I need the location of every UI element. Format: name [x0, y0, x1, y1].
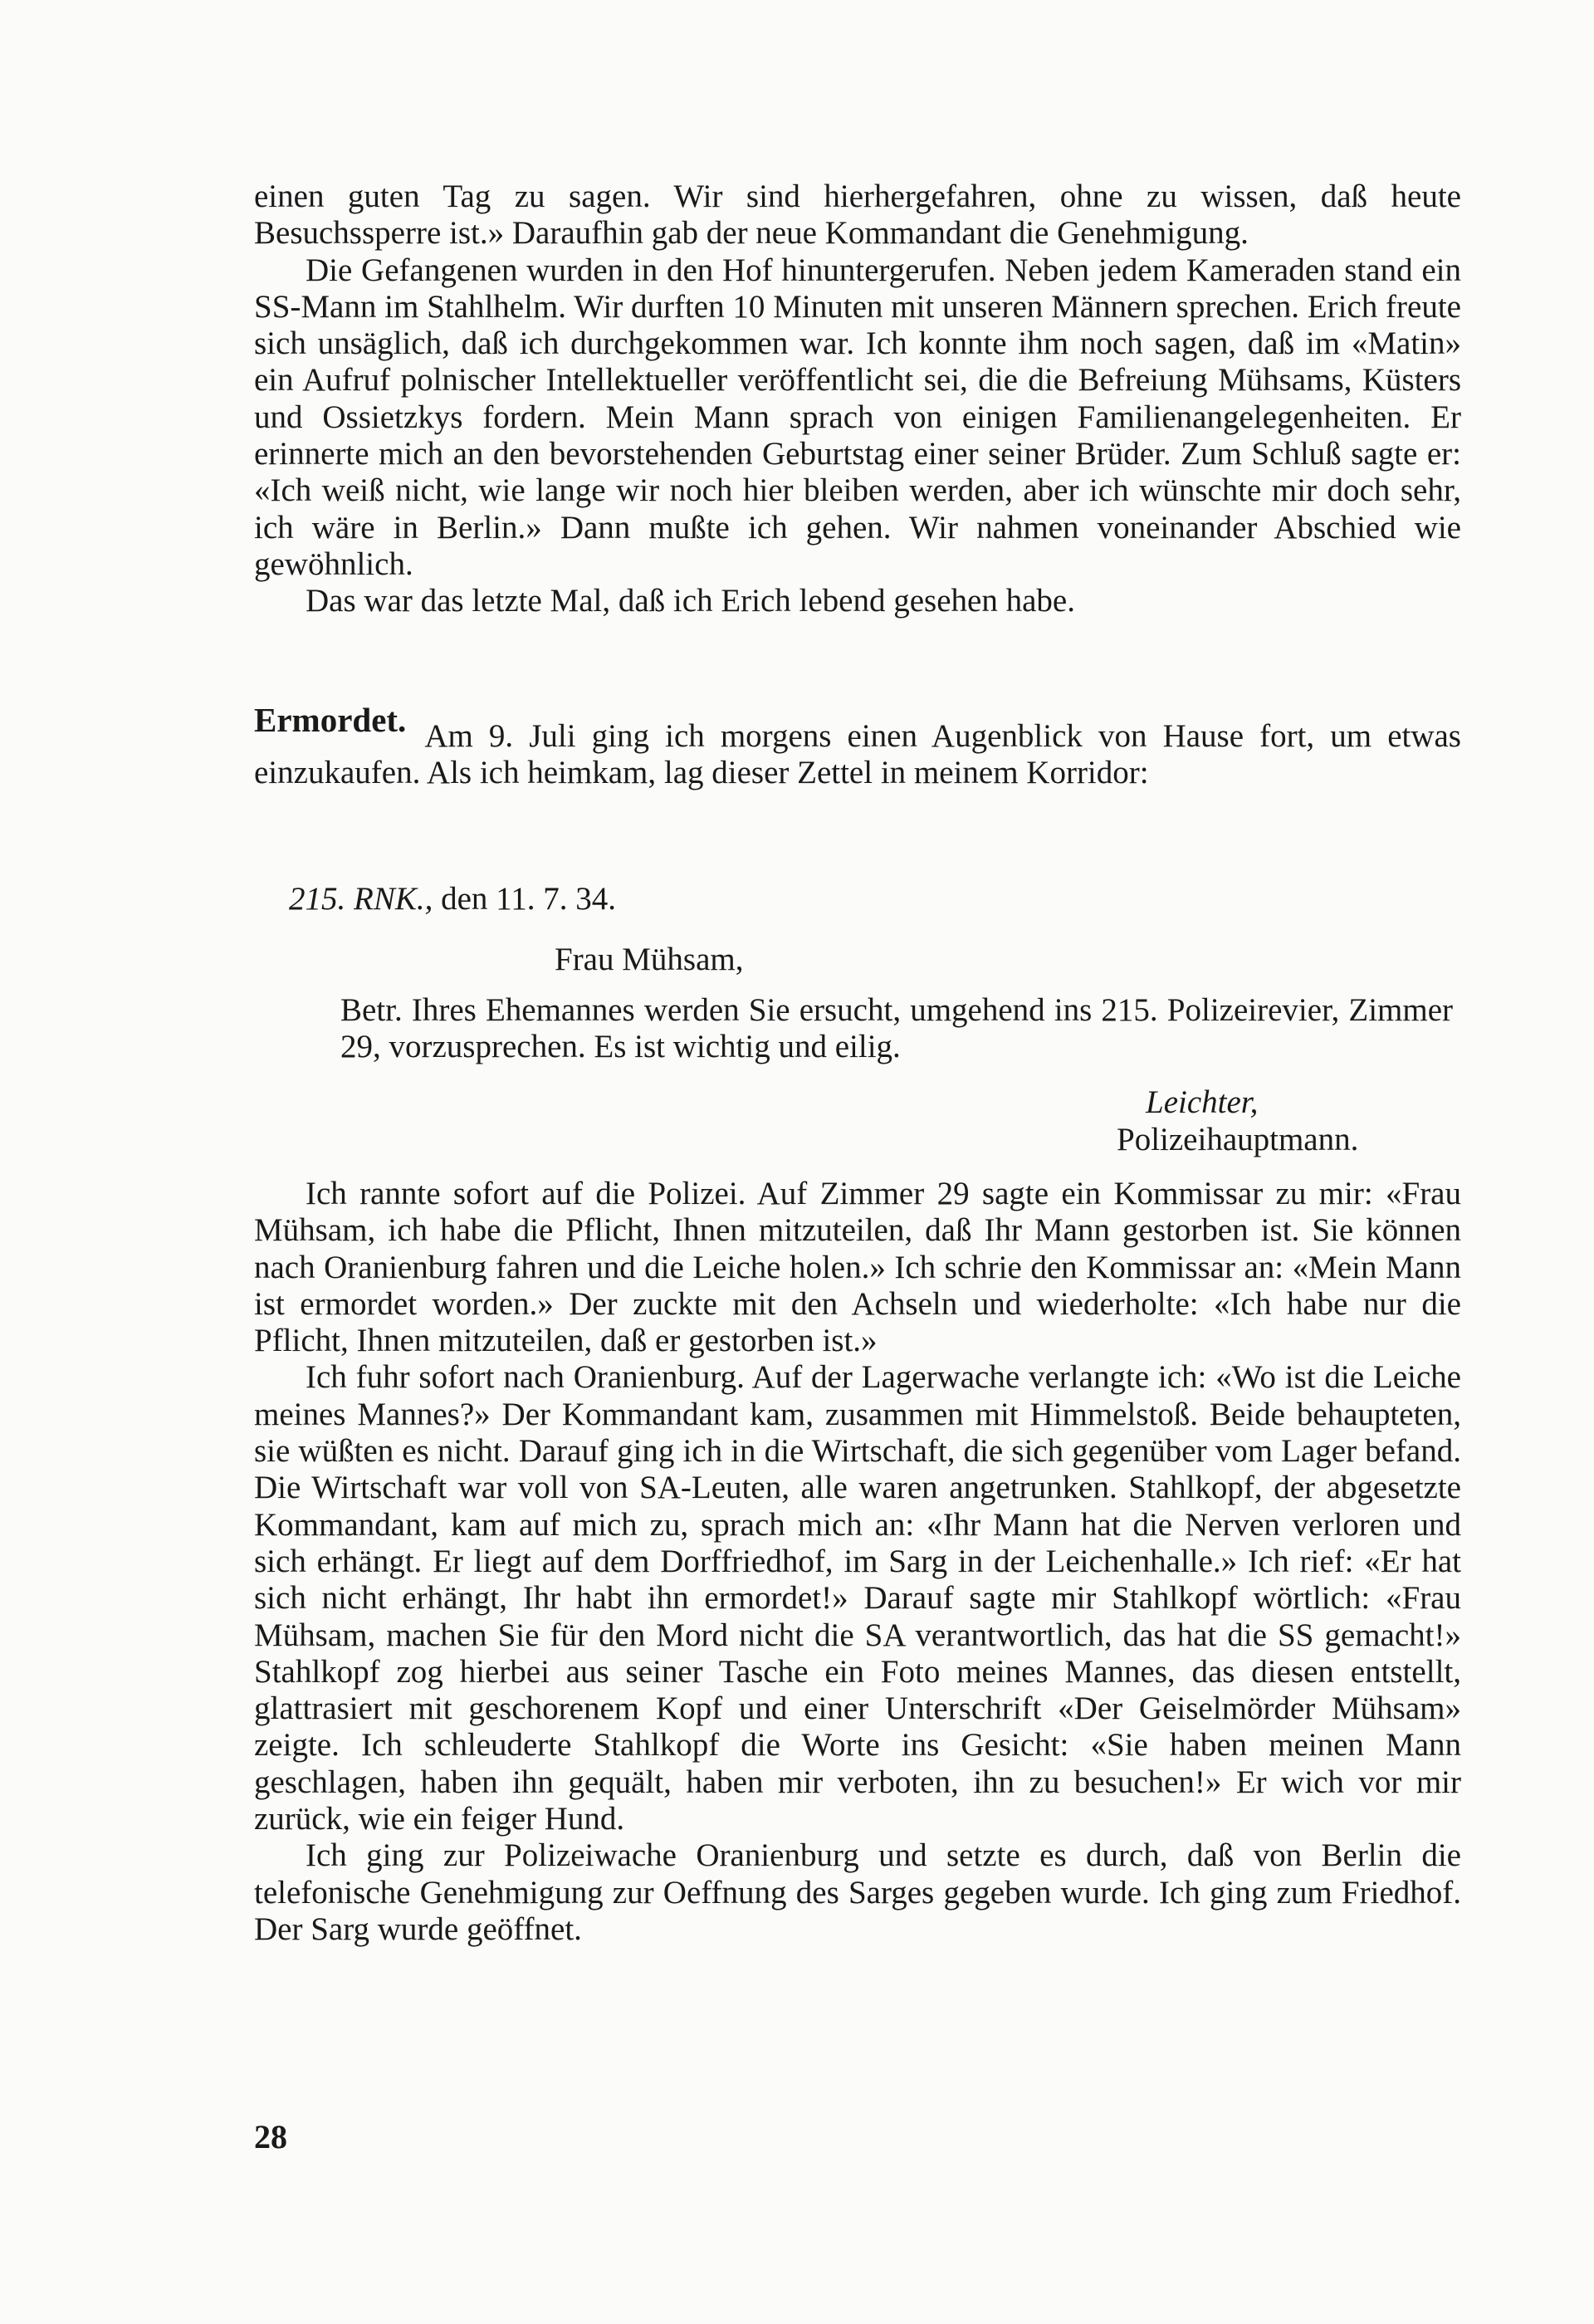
paragraph-continuation: einen guten Tag zu sagen. Wir sind hierhergefahren, ohne zu wissen, daß heute Besuchssperre ist.» Daraufhin gab der neue Kommandant die Genehmigung.	[254, 179, 1461, 252]
letter-signature-title: Polizeihauptmann.	[1117, 1122, 1359, 1157]
paragraph-visit: Die Gefangenen wurden in den Hof hinuntergerufen. Neben jedem Kameraden stand ein SS-Mann im Stahlhelm. Wir durften 10 Minuten mit unseren Männern sprechen. Erich freute sich unsäglich, daß ich durchgekommen war. Ich konnte ihm noch sagen, daß im «Matin» ein Aufruf polnischer Intellektueller veröffentlicht sei, die die Befreiung Mühsams, Küsters und Ossietzkys fordern. Mein Mann sprach von einigen Familienangelegenheiten. Er erinnerte mich an den bevorstehenden Geburtstag einer seiner Brüder. Zum Schluß sagte er: «Ich weiß nicht, wie lange wir noch hier bleiben werden, aber ich wünschte mir doch sehr, ich wäre in Berlin.» Dann mußte ich gehen. Wir nahmen voneinander Abschied wie gewöhnlich.	[254, 252, 1461, 582]
bottom-text-block	[254, 1176, 1461, 1948]
paragraph-oranienburg: Ich fuhr sofort nach Oranienburg. Auf der Lagerwache verlangte ich: «Wo ist die Leiche meines Mannes?» Der Kommandant kam, zusammen mit Himmelstoß. Beide behaupteten, sie wüßten es nicht. Darauf ging ich in die Wirtschaft, die sich gegenüber vom Lager befand. Die Wirtschaft war voll von SA-Leuten, alle waren angetrunken. Stahlkopf, der abgesetzte Kommandant, kam auf mich zu, sprach mich an: «Ihr Mann hat die Nerven verloren und sich erhängt. Er liegt auf dem Dorffriedhof, im Sarg in der Leichenhalle.» Ich rief: «Er hat sich nicht erhängt, Ihr habt ihn ermordet!» Darauf sagte mir Stahlkopf wörtlich: «Frau Mühsam, machen Sie für den Mord nicht die SA verantwortlich, das hat die SS gemacht!» Stahlkopf zog hierbei aus seiner Tasche ein Foto meines Mannes, das diesen entstellt, glattrasiert mit geschorenem Kopf und einer Unterschrift «Der Geiselmörder Mühsam» zeigte. Ich schleuderte Stahlkopf die Worte ins Gesicht: «Sie haben meinen Mann geschlagen, haben ihn gequält, haben mir verboten, ihn zu besuchen!» Er wich vor mir zurück, wie ein feiger Hund.	[254, 1359, 1461, 1837]
letter-ref-unit: RNK.,	[354, 881, 433, 917]
paragraph-last-time: Das war das letzte Mal, daß ich Erich lebend gesehen habe.	[306, 583, 1075, 619]
section-ermordet	[254, 701, 1461, 792]
letter-signature-name: Leichter,	[1146, 1084, 1259, 1120]
letter-reference	[289, 880, 616, 917]
letter-salutation: Frau Mühsam,	[555, 942, 744, 977]
paragraph-police: Ich rannte sofort auf die Polizei. Auf Zimmer 29 sagte ein Kommissar zu mir: «Frau Mühsam, ich habe die Pflicht, Ihnen mitzuteilen, daß Ihr Mann gestorben ist. Sie können nach Oranienburg fahren und die Leiche holen.» Ich schrie den Kommissar an: «Mein Mann ist ermordet worden.» Der zuckte mit den Achseln und wiederholte: «Ich habe nur die Pflicht, Ihnen mitzuteilen, daß er gestorben ist.»	[254, 1176, 1461, 1359]
section-heading: Ermordet.	[254, 701, 407, 739]
letter-ref-date: den 11. 7. 34.	[441, 881, 616, 917]
letter-body: Betr. Ihres Ehemannes werden Sie ersucht, umgehend ins 215. Polizeirevier, Zimmer 29, vorzusprechen. Es ist wichtig und eilig.	[340, 992, 1453, 1065]
letter-ref-number: 215.	[289, 881, 346, 917]
page-number: 28	[254, 2118, 287, 2155]
section-intro-text: Am 9. Juli ging ich morgens einen Augenblick von Hause fort, um etwas einzukaufen. Als ich heimkam, lag dieser Zettel in meinem Korridor:	[254, 718, 1461, 791]
top-text-block	[254, 179, 1461, 620]
paragraph-coffin: Ich ging zur Polizeiwache Oranienburg und setzte es durch, daß von Berlin die telefonische Genehmigung zur Oeffnung des Sarges gegeben wurde. Ich ging zum Friedhof. Der Sarg wurde geöffnet.	[254, 1837, 1461, 1947]
